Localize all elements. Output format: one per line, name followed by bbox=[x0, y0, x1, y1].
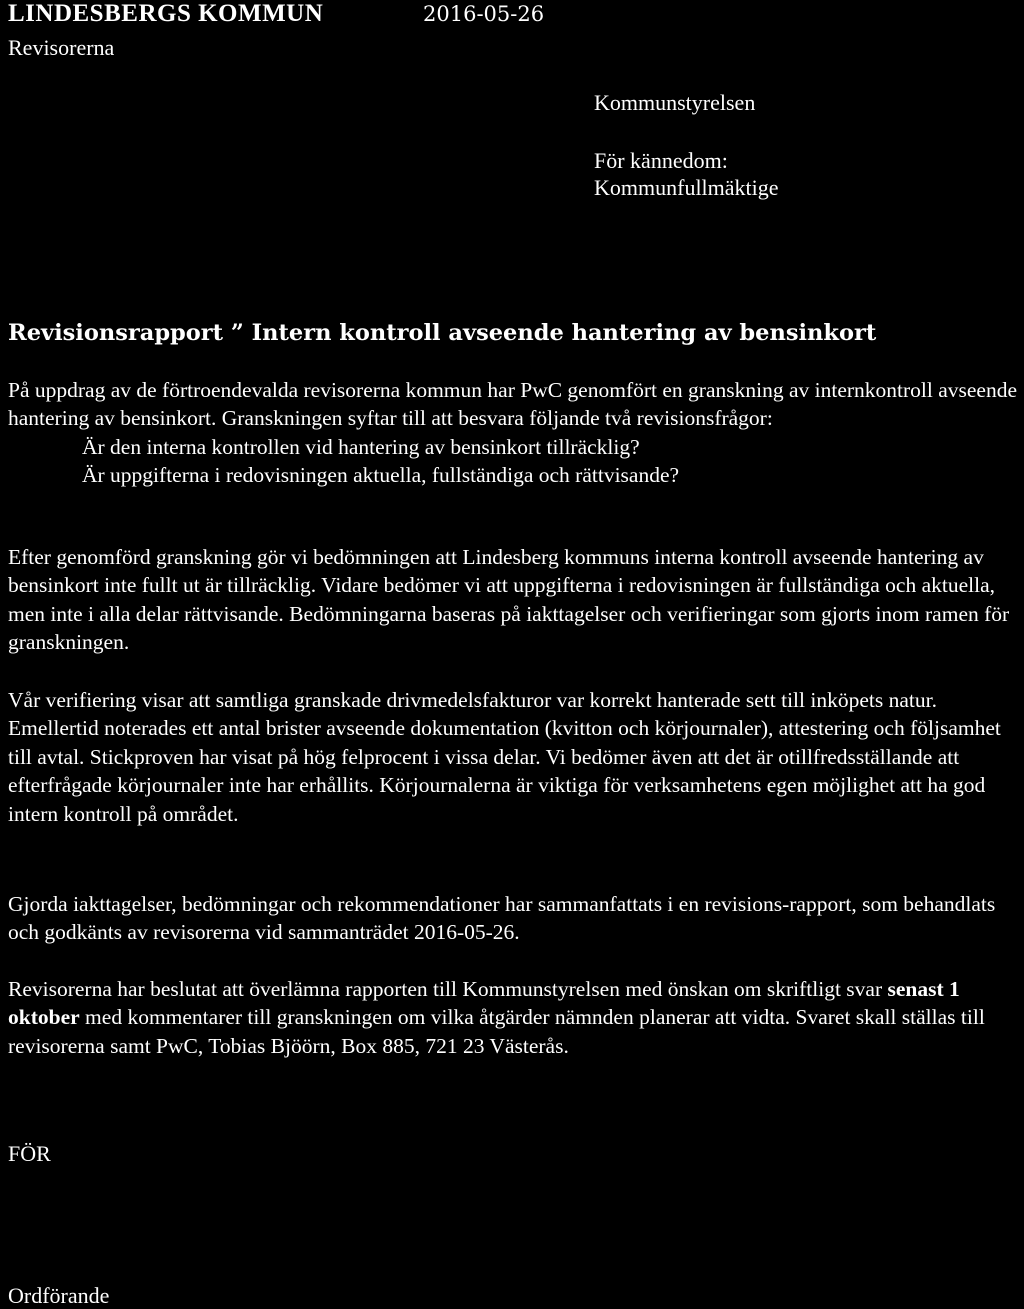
signature-for: FÖR bbox=[8, 1141, 51, 1166]
fyi-label: För kännedom: bbox=[594, 148, 728, 173]
recipient: Kommunstyrelsen bbox=[594, 90, 756, 115]
document-date: 2016-05-26 bbox=[423, 2, 545, 26]
organization-name: LINDESBERGS KOMMUN bbox=[8, 0, 324, 27]
paragraph-assessment: Efter genomförd granskning gör vi bedömningen att Lindesberg kommuns interna kontroll avseende hantering av bensinkort inte fullt ut är tillräcklig. Vidare bedömer vi att uppgifterna i redovisningen är fullständiga och aktuella, men inte i alla delar rättvisande. Bedömningarna baseras på iakttagelser och verifieringar som gjorts inom ramen för granskningen. bbox=[8, 545, 1010, 655]
request-text-end: med kommentarer till granskningen om vilka åtgärder nämnden planerar att vidta. Svaret skall ställas till revisorerna samt PwC, Tobias Bjöörn, Box 885, 721 23 Västerås. bbox=[8, 1005, 985, 1058]
request-text-start: Revisorerna har beslutat att överlämna rapporten till Kommunstyrelsen med önskan om skriftligt svar bbox=[8, 977, 888, 1001]
paragraph-request bbox=[8, 975, 1020, 1060]
paragraph-report: Gjorda iakttagelser, bedömningar och rekommendationer har sammanfattats i en revisions-rapport, som behandlats och godkänts av revisorerna vid sammanträdet 2016-05-26. bbox=[8, 892, 996, 945]
question-2: Är uppgifterna i redovisningen aktuella, fullständiga och rättvisande? bbox=[82, 463, 680, 488]
paragraph-intro-text: På uppdrag av de förtroendevalda revisorerna kommun har PwC genomfört en granskning av internkontroll avseende hantering av bensinkort. Granskningen syftar till att besvara följande två revisionsfrågor: bbox=[8, 378, 1018, 431]
document-title: Revisionsrapport ” Intern kontroll avseende hantering av bensinkort bbox=[8, 320, 877, 346]
paragraph-verification: Vår verifiering visar att samtliga granskade drivmedelsfakturor var korrekt hanterade sett till inköpets natur. Emellertid noterades ett antal brister avseende dokumentation (kvitton och körjournaler), attestering och följsamhet till avtal. Stickproven har visat på hög felprocent i vissa delar. Vi bedömer även att det är otillfredsställande att efterfrågade körjournaler inte har erhållits. Körjournalerna är viktiga för verksamhetens egen möjlighet att ha god intern kontroll på området. bbox=[8, 688, 1001, 826]
fyi-recipient: Kommunfullmäktige bbox=[594, 175, 779, 200]
department-name: Revisorerna bbox=[8, 35, 115, 60]
question-1: Är den interna kontrollen vid hantering av bensinkort tillräcklig? bbox=[82, 434, 640, 459]
signature-role: Ordförande bbox=[8, 1283, 110, 1308]
deadline: senast 1 oktober bbox=[8, 977, 960, 1030]
paragraph-intro bbox=[8, 376, 1020, 490]
